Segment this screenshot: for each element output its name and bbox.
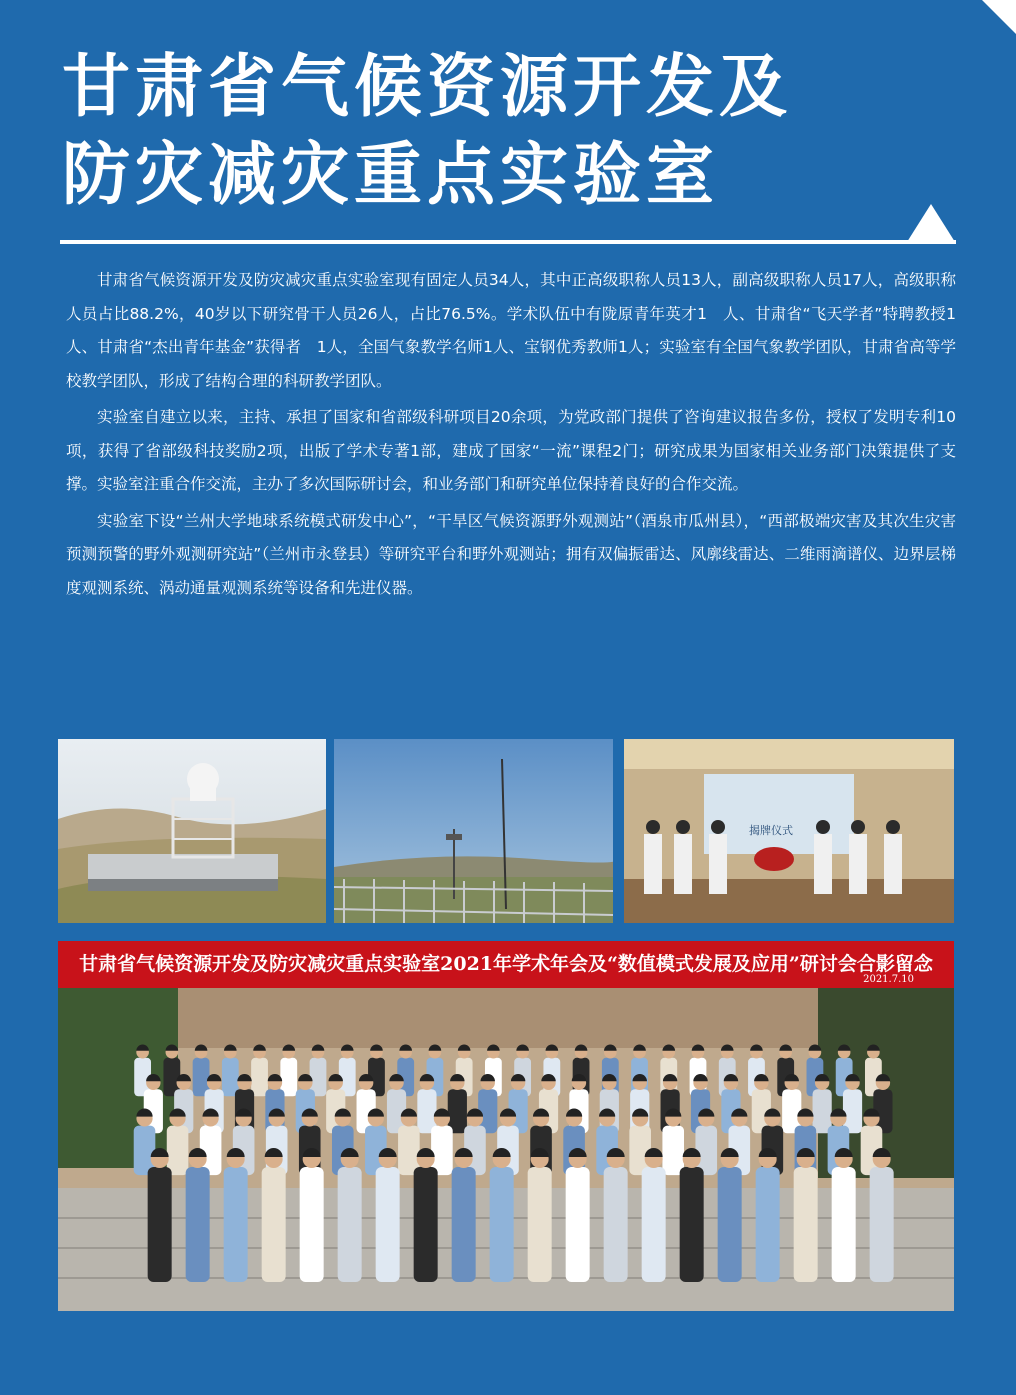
photo-radar-station bbox=[58, 739, 326, 923]
paragraph-2: 实验室自建立以来，主持、承担了国家和省部级科研项目20余项，为党政部门提供了咨询建议报告多份，授权了发明专利10项，获得了省部级科技奖励2项，出版了学术专著1部，建成了国家“一流”课程2门；研究成果为国家相关业务部门决策提供了支撑。实验室注重合作交流，主办了多次国际研讨会，和业务部门和研究单位保持着良好的合作交流。 bbox=[66, 408, 956, 493]
corner-triangle bbox=[982, 0, 1016, 34]
banner-text: 甘肃省气候资源开发及防灾减灾重点实验室2021年学术年会及“数值模式发展及应用”研讨会合影留念 bbox=[79, 953, 933, 975]
underline-triangle bbox=[907, 204, 955, 242]
paragraph-1: 甘肃省气候资源开发及防灾减灾重点实验室现有固定人员34人，其中正高级职称人员13人，副高级职称人员17人，高级职称人员占比88.2%，40岁以下研究骨干人员26人，占比76.5%。学术队伍中有陇原青年英才1 人、甘肃省“飞天学者”特聘教授1人、甘肃省“杰出青年基金”获得者 1人，全国气象教学名师1人、宝钢优秀教师1人；实验室有全国气象教学团队，甘肃省高等学校教学团队，形成了结构合理的科研教学团队。 bbox=[66, 271, 956, 390]
photo-field-station bbox=[334, 739, 613, 923]
body-text bbox=[66, 264, 956, 608]
title-line-1: 甘肃省气候资源开发及 bbox=[62, 48, 793, 127]
page-title bbox=[62, 44, 792, 220]
banner bbox=[58, 941, 954, 988]
group-photo bbox=[58, 941, 954, 1311]
screen-text: 揭牌仪式 bbox=[749, 824, 793, 837]
group-photo-image bbox=[58, 988, 954, 1311]
title-underline bbox=[60, 240, 956, 244]
photo-unveiling-ceremony bbox=[624, 739, 954, 923]
title-line-2: 防灾减灾重点实验室 bbox=[62, 136, 720, 215]
banner-date: 2021.7.10 bbox=[863, 974, 914, 985]
paragraph-3: 实验室下设“兰州大学地球系统模式研发中心”，“干旱区气候资源野外观测站”（酒泉市瓜州县），“西部极端灾害及其次生灾害预测预警的野外观测研究站”（兰州市永登县）等研究平台和野外观测站；拥有双偏振雷达、风廓线雷达、二维雨滴谱仪、边界层梯度观测系统、涡动通量观测系统等设备和先进仪器。 bbox=[66, 511, 956, 597]
